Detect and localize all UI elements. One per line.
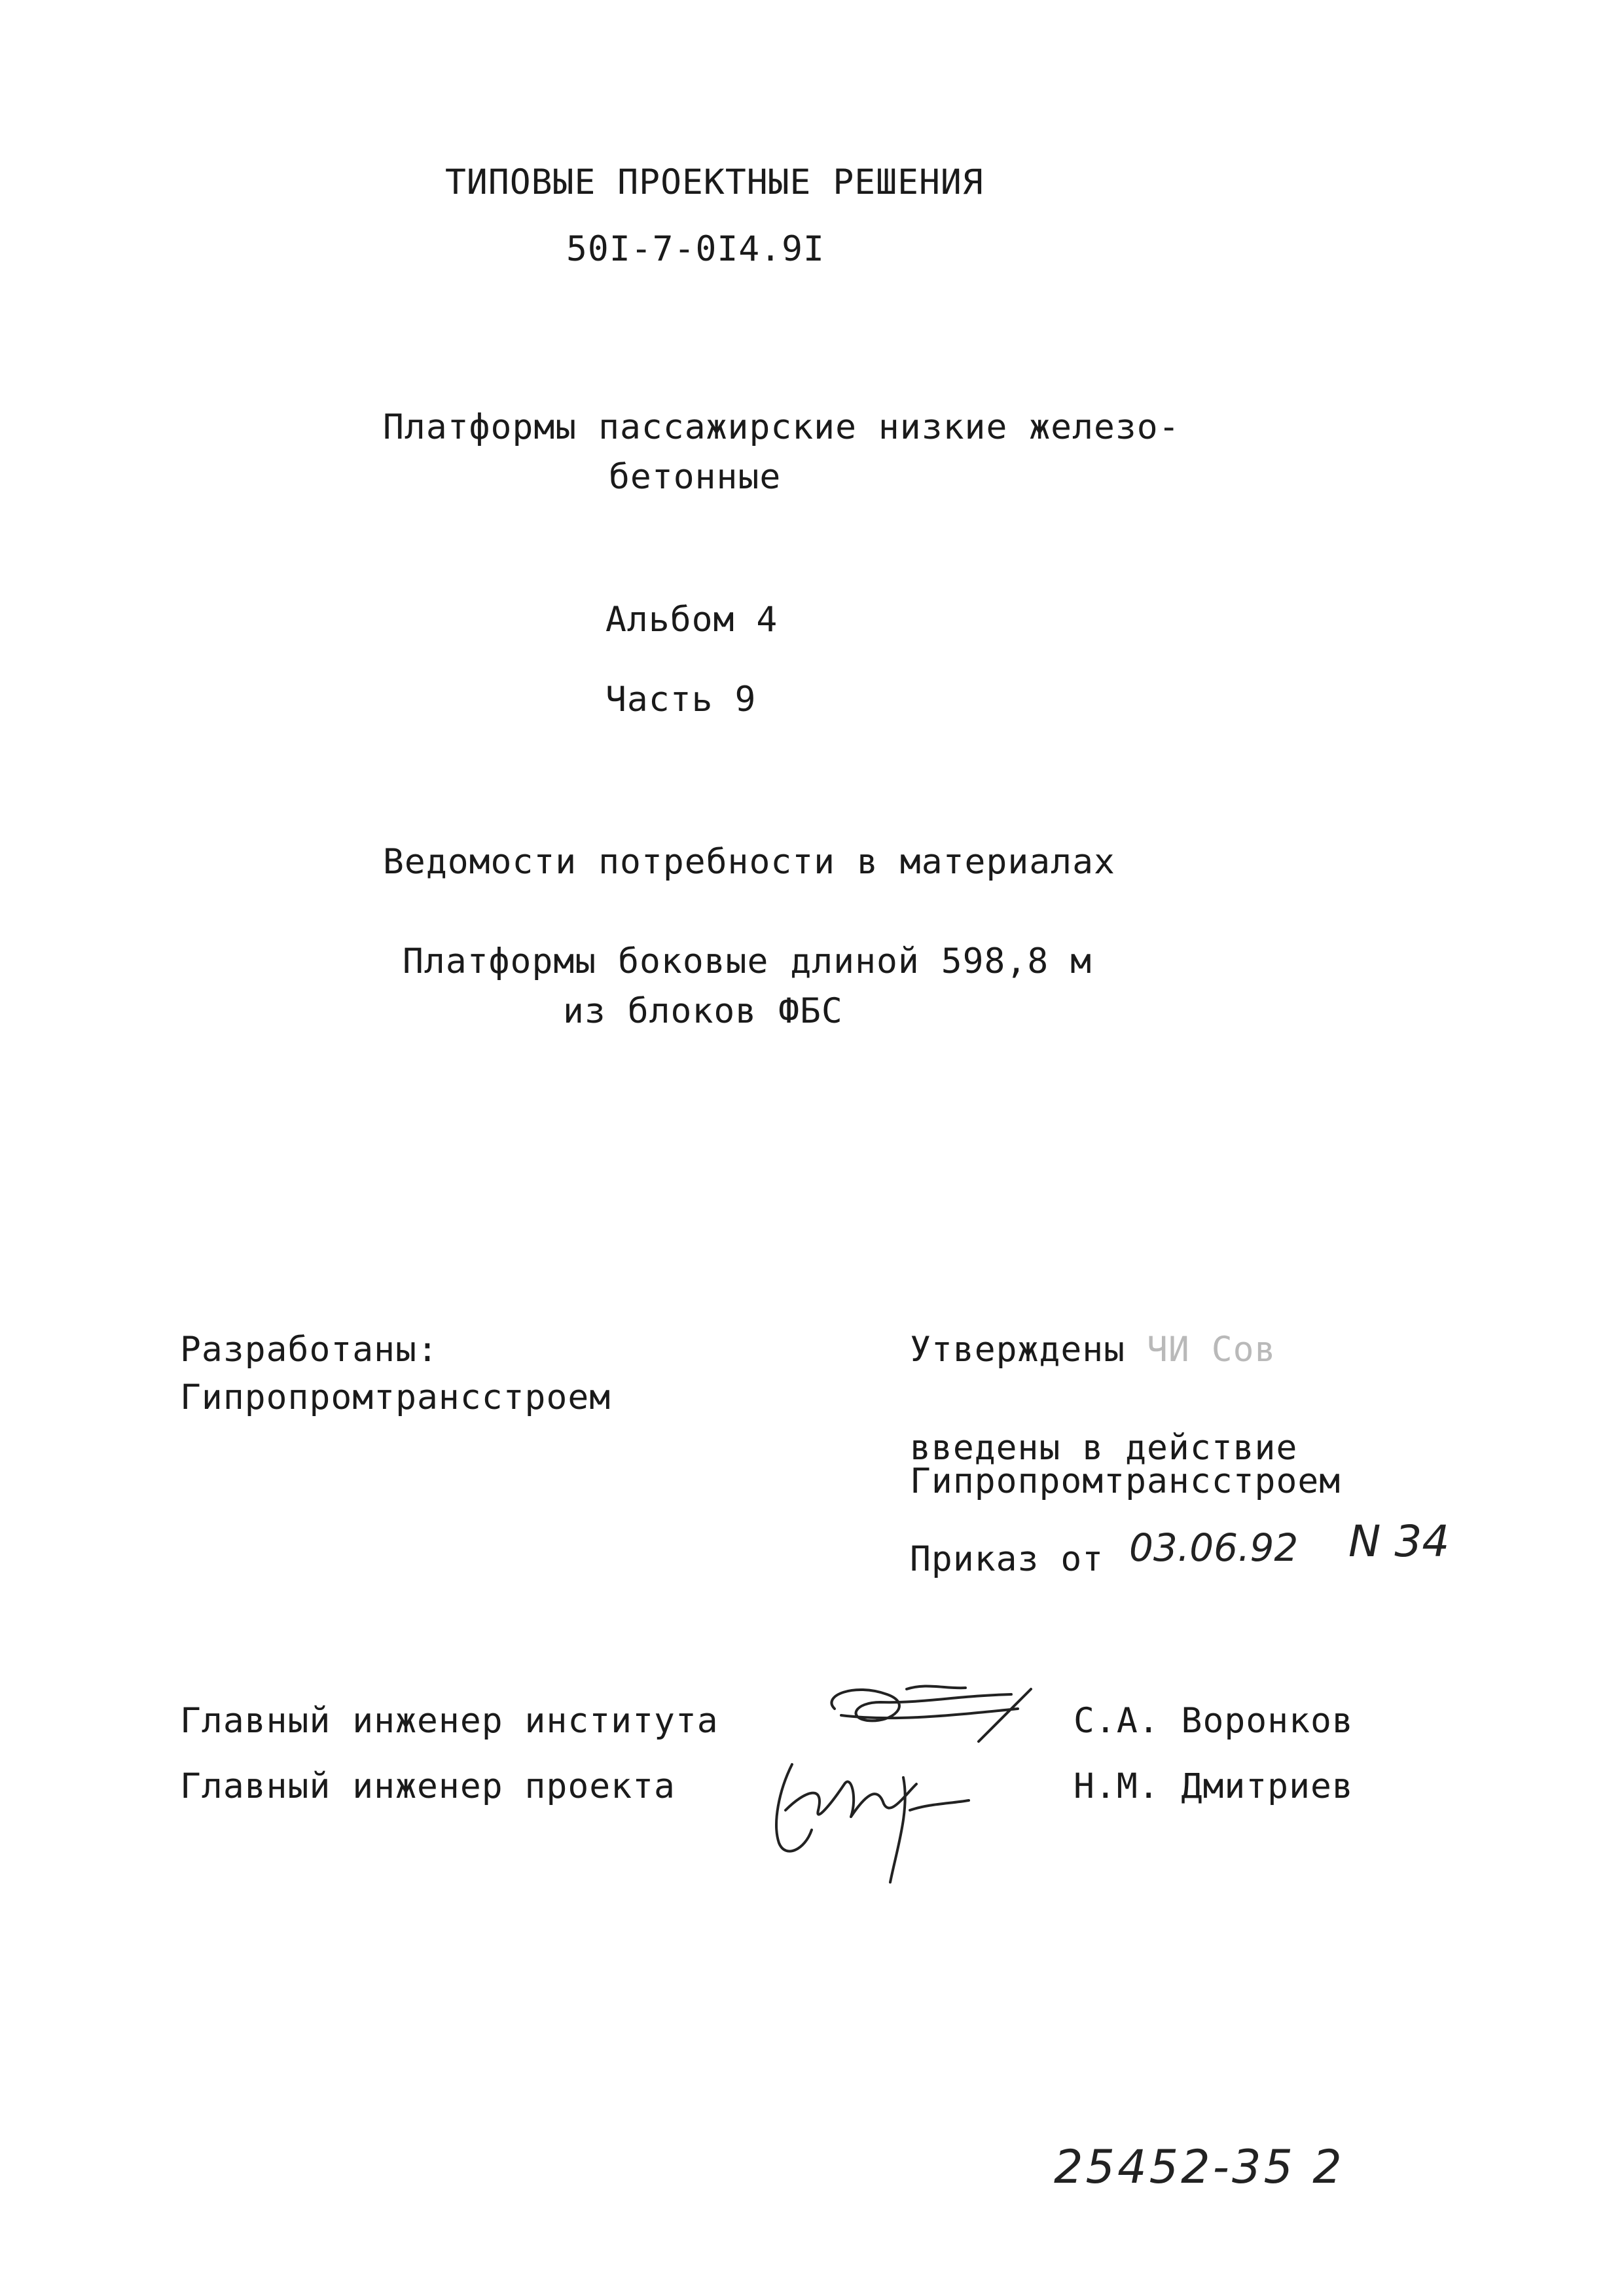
approved-label-text: Утверждены [910,1330,1126,1370]
signature-role-project: Главный инженер проекта [180,1766,676,1806]
signature-dmitriev [753,1738,988,1889]
enacted-line1: введены в действие [910,1428,1298,1468]
signature-voronkov [815,1669,1064,1748]
subject-line2: из блоков ФБС [563,991,843,1031]
document-title-line2: бетонные [609,457,782,497]
order-label: Приказ от [910,1539,1104,1579]
developed-by-label: Разработаны: [180,1330,439,1370]
subject-heading: Ведомости потребности в материалах [383,842,1115,882]
signature-name-project: Н.М. Дмитриев [1074,1766,1354,1806]
order-date: 03.06.92 [1129,1525,1299,1570]
album-number: Альбом 4 [605,600,778,640]
approved-faded-stamp: ЧИ Сов [1147,1330,1276,1370]
developed-by-org: Гипропромтрансстроем [180,1377,611,1417]
subject-line1: Платформы боковые длиной 598,8 м [403,941,1092,981]
series-code: 50I-7-0I4.9I [566,229,825,269]
part-number: Часть 9 [605,680,757,720]
signature-role-institute: Главный инженер института [180,1701,719,1741]
enacted-line2: Гипропромтрансстроем [910,1461,1341,1501]
order-number: N 34 [1348,1516,1450,1567]
approved-label [910,1330,1276,1370]
series-title: ТИПОВЫЕ ПРОЕКТНЫЕ РЕШЕНИЯ [445,162,984,202]
archive-number: 25452-35 2 [1054,2140,1344,2194]
signature-name-institute: С.А. Воронков [1074,1701,1354,1741]
document-title-line1: Платформы пассажирские низкие железо- [383,407,1180,447]
